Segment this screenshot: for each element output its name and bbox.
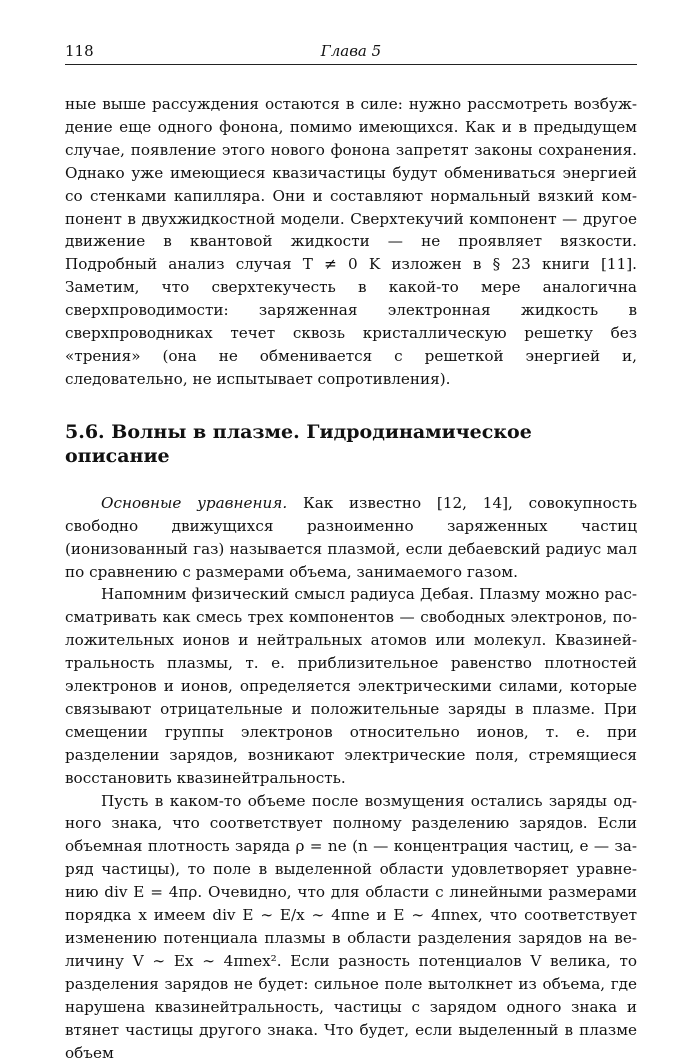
book-page (65, 38, 637, 1064)
chapter-title: Глава 5 (320, 42, 382, 60)
paragraph-basic-equations (65, 492, 637, 584)
paragraph-continuation: ные выше рассуждения остаются в силе: нужно рассмотреть возбуждение еще одного фонона, помимо имеющихся. Как и в предыдущем случае, появление этого нового фонона запретят законы сохранения. Однако уже имеющиеся квазичастицы будут обмениваться энергией со стенками капилляра. Они и составляют нормальный вязкий компонент в двухжидкостной модели. Сверхтекучий компонент — другое движение в квантовой жидкости — не проявляет вязкости. Подробный анализ случая T ≠ 0 K изложен в § 23 книги [11]. Заметим, что сверхтекучесть в какой-то мере аналогична сверхпроводимости: заряженная электронная жидкость в сверхпроводниках течет сквозь кристаллическую решетку без «трения» (она не обменивается с решеткой энергией и, следовательно, не испытывает сопротивления). (65, 95, 637, 388)
section-heading: 5.6. Волны в плазме. Гидродинамическое описание (65, 420, 532, 467)
running-header (65, 38, 637, 65)
paragraph-debye-meaning: Напомним физический смысл радиуса Дебая. Плазму можно рассматривать как смесь трех компонентов — свободных электронов, положительных ионов и нейтральных атомов или молекул. Квазинейтральность плазмы, т. е. приблизительное равенство плотностей электронов и ионов, определяется электрическими силами, которые связывают отрицательные и положительные заряды в плазме. При смещении группы электронов относительно ионов, т. е. при разделении зарядов, возникают электрические поля, стремящиеся восстановить квазинейтральность. (65, 585, 637, 787)
paragraph-basic-equations-text: Как известно [12, 14], совокупность свободно движущихся разноименно заряженных частиц (ионизованный газ) называется плазмой, если дебаевский радиус мал по сравнению с размерами объема, занимаемого газом. (65, 493, 637, 581)
run-in-heading: Основные уравнения. (101, 493, 288, 512)
paragraph-charge-separation: Пусть в каком-то объеме после возмущения остались заряды одного знака, что соответствует полному разделению зарядов. Если объемная плотность заряда ρ = ne (n — концентрация частиц, e — заряд частицы), то поле в выделенной области удовлетворяет уравнению div E = 4πρ. Очевидно, что для области с линейными размерами порядка x имеем div E ∼ E/x ∼ 4πne и E ∼ 4πnex, что соответствует изменению потенциала плазмы в области разделения зарядов на величину V ∼ Ex ∼ 4πnex². Если разность потенциалов V велика, то разделения зарядов не будет: сильное поле вытолкнет из объема, где нарушена квазинейтральность, частицы с зарядом одного знака и втянет частицы другого знака. Что будет, если выделенный в плазме объем (65, 791, 637, 1062)
page-number: 118 (65, 42, 94, 60)
